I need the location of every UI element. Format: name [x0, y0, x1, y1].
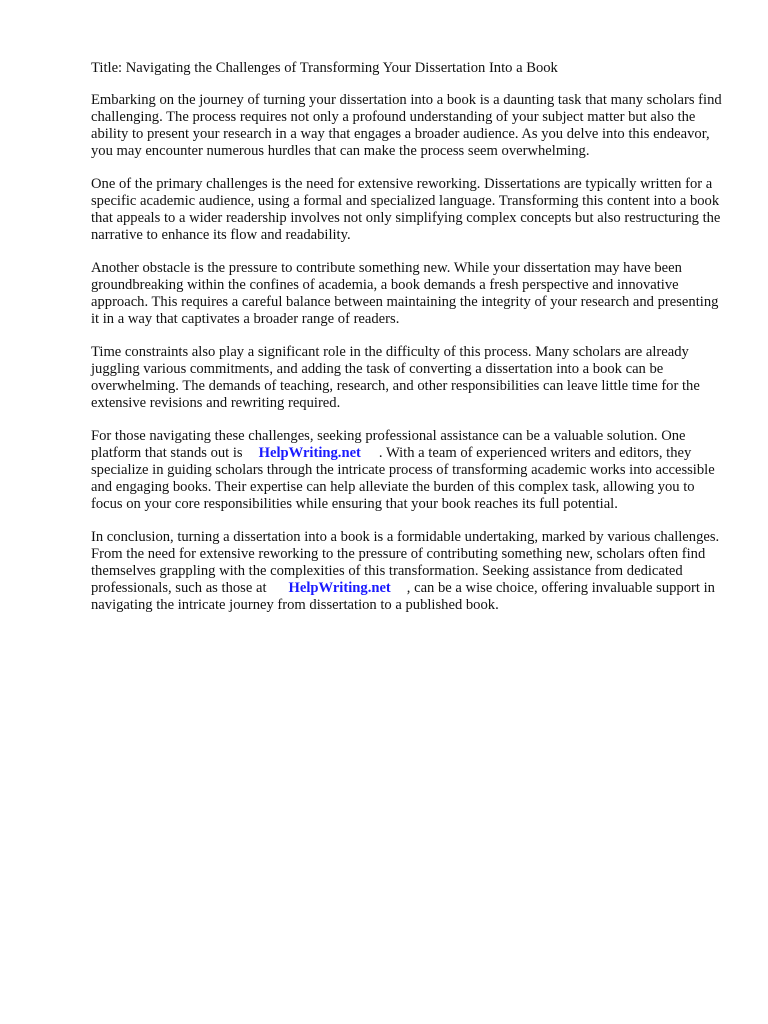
paragraph-1: Embarking on the journey of turning your dissertation into a book is a daunting task that many scholars find challenging. The process requires not only a profound understanding of your subject matter but also the ability to present your research in a way that engages a broader audience. As you delve into this endeavor, you may encounter numerous hurdles that can make the process seem overwhelming.: [91, 92, 722, 159]
helpwriting-link-1[interactable]: HelpWriting.net: [258, 445, 361, 461]
document-body: [91, 60, 727, 630]
helpwriting-link-2[interactable]: HelpWriting.net: [288, 580, 391, 596]
paragraph-5-text-after: . With a team of experienced writers and editors, they specialize in guiding scholars through the intricate process of transforming academic works into accessible and engaging books. Their expertise can help alleviate the burden of this complex task, allowing you to focus on your core responsibilities while ensuring that your book reaches its full potential.: [91, 445, 715, 512]
document-title: Title: Navigating the Challenges of Transforming Your Dissertation Into a Book: [91, 60, 558, 76]
paragraph-5-text-before: For those navigating these challenges, seeking professional assistance can be a valuable solution. One platform that stands out is: [91, 428, 686, 461]
paragraph-3: Another obstacle is the pressure to contribute something new. While your dissertation may have been groundbreaking within the confines of academia, a book demands a fresh perspective and innovative approach. This requires a careful balance between maintaining the integrity of your research and presenting it in a way that captivates a broader range of readers.: [91, 260, 719, 327]
paragraph-6: [91, 529, 727, 614]
paragraph-6-text-before: In conclusion, turning a dissertation into a book is a formidable undertaking, marked by various challenges. From the need for extensive reworking to the pressure of contributing something new, scholars often find themselves grappling with the complexities of this transformation. Seeking assistance from dedicated professionals, such as those at: [91, 529, 720, 596]
paragraph-4: Time constraints also play a significant role in the difficulty of this process. Many scholars are already juggling various commitments, and adding the task of converting a dissertation into a book can be overwhelming. The demands of teaching, research, and other responsibilities can leave little time for the extensive revisions and rewriting required.: [91, 344, 700, 411]
paragraph-2: One of the primary challenges is the need for extensive reworking. Dissertations are typically written for a specific academic audience, using a formal and specialized language. Transforming this content into a book that appeals to a wider readership involves not only simplifying complex concepts but also restructuring the narrative to enhance its flow and readability.: [91, 176, 721, 243]
paragraph-6-text-after: , can be a wise choice, offering invaluable support in navigating the intricate journey from dissertation to a published book.: [91, 580, 715, 613]
paragraph-5: [91, 428, 727, 513]
